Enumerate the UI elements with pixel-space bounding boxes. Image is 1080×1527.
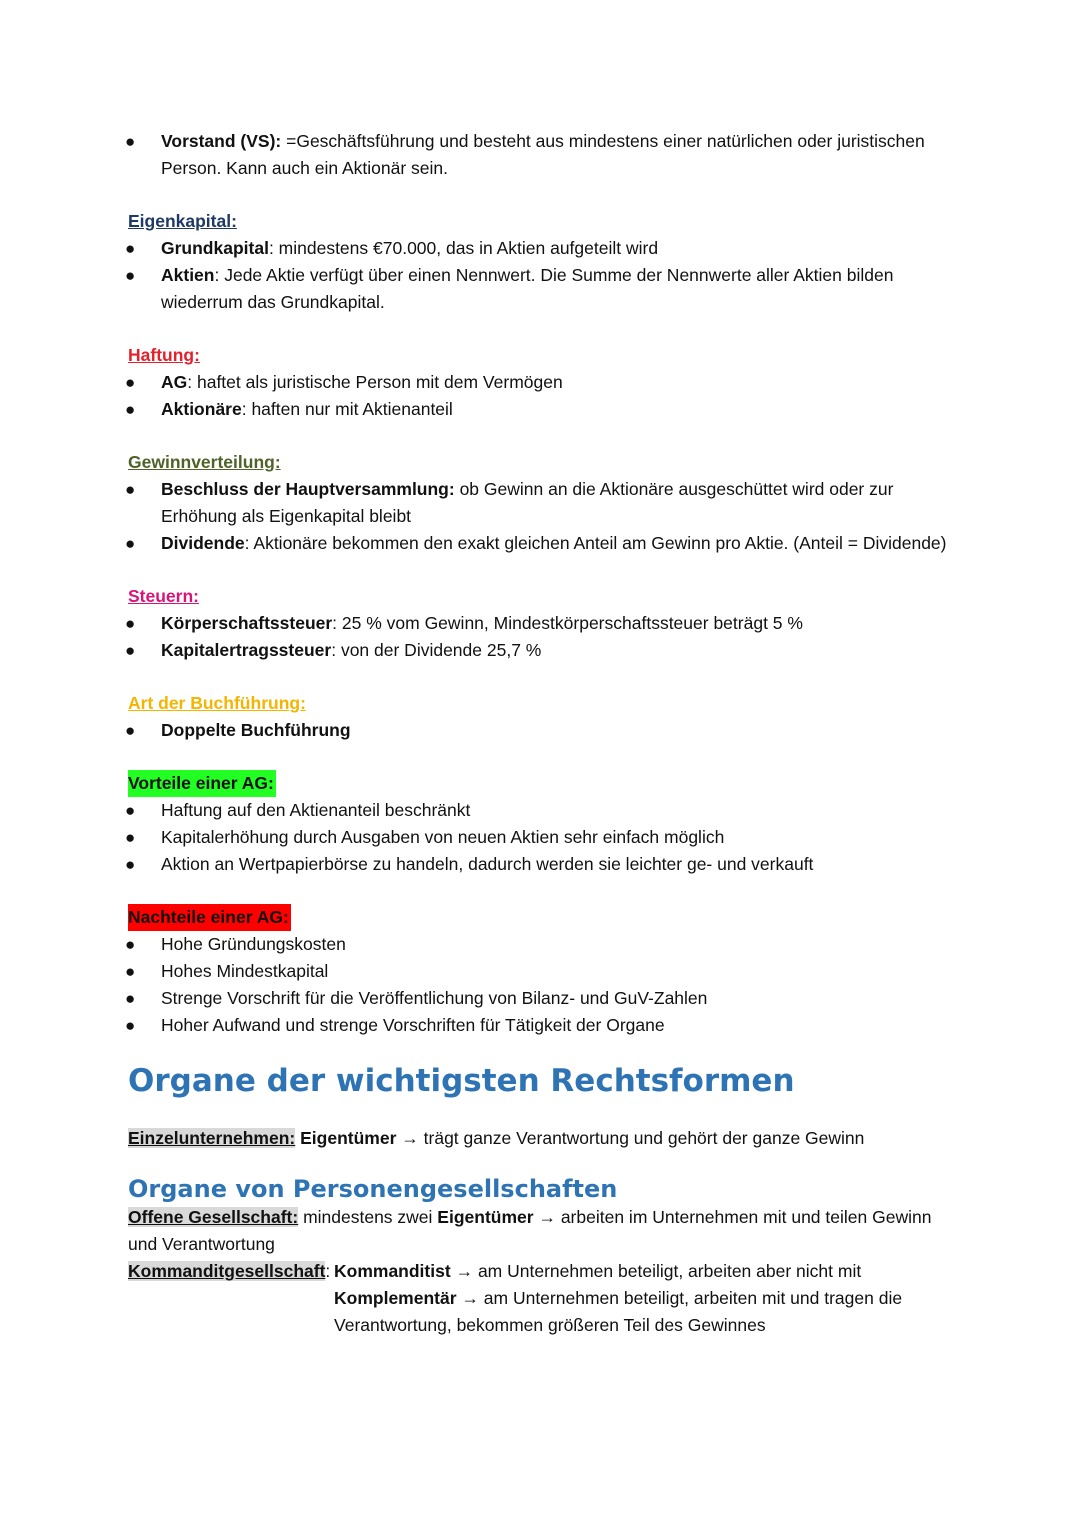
og-pre: mindestens zwei bbox=[298, 1207, 438, 1227]
section-heading: Nachteile einer AG: bbox=[128, 904, 291, 931]
og-label: Offene Gesellschaft: bbox=[128, 1207, 299, 1227]
bullet-icon: ● bbox=[125, 721, 136, 740]
item-text: Hohes Mindestkapital bbox=[161, 961, 329, 981]
bullet-icon: ● bbox=[125, 1016, 136, 1035]
item-term: Körperschaftssteuer bbox=[161, 613, 333, 633]
bullet-icon: ● bbox=[125, 855, 136, 874]
item-text: : mindestens €70.000, das in Aktien aufgeteilt wird bbox=[268, 238, 659, 258]
bullet-icon: ● bbox=[125, 801, 136, 820]
section-vorteile bbox=[125, 770, 948, 878]
item-term: Aktionäre bbox=[161, 399, 242, 419]
list-item bbox=[125, 235, 948, 262]
arrow-icon: → bbox=[455, 1261, 474, 1281]
bullet-icon: ● bbox=[125, 534, 136, 553]
item-text: : 25 % vom Gewinn, Mindestkörperschaftssteuer beträgt 5 % bbox=[332, 613, 803, 633]
bullet-icon: ● bbox=[125, 962, 136, 981]
kg-text: am Unternehmen beteiligt, arbeiten mit und tragen die Verantwortung, bekommen größeren Teil des Gewinnes bbox=[334, 1288, 903, 1335]
item-term: Grundkapital bbox=[161, 238, 269, 258]
list-item bbox=[125, 610, 948, 637]
kg-row bbox=[334, 1285, 948, 1339]
kg-label: Kommanditgesellschaft bbox=[128, 1261, 326, 1281]
list-item bbox=[125, 1012, 948, 1039]
section-nachteile bbox=[125, 904, 948, 1039]
bullet-icon: ● bbox=[125, 373, 136, 392]
bullet-icon: ● bbox=[125, 480, 136, 499]
kg-block bbox=[128, 1258, 948, 1339]
kg-term: Kommanditist bbox=[334, 1261, 451, 1281]
section-steuern bbox=[125, 583, 948, 664]
kg-row bbox=[334, 1258, 948, 1285]
section-heading: Vorteile einer AG: bbox=[128, 770, 276, 797]
kg-text: am Unternehmen beteiligt, arbeiten aber nicht mit bbox=[477, 1261, 862, 1281]
item-term: Dividende bbox=[161, 533, 245, 553]
arrow-icon: → bbox=[461, 1288, 479, 1308]
og-term: Eigentümer bbox=[437, 1207, 534, 1227]
item-text: Strenge Vorschrift für die Veröffentlichung von Bilanz- und GuV-Zahlen bbox=[161, 988, 708, 1008]
item-text: : haften nur mit Aktienanteil bbox=[241, 399, 453, 419]
title-organe: Organe der wichtigsten Rechtsformen bbox=[128, 1063, 795, 1099]
list-item bbox=[125, 985, 948, 1012]
list-item bbox=[125, 476, 948, 530]
bullet-icon: ● bbox=[125, 989, 136, 1008]
list-item bbox=[125, 958, 948, 985]
item-text: Haftung auf den Aktienanteil beschränkt bbox=[161, 800, 471, 820]
section-buchfuehrung bbox=[125, 690, 948, 744]
arrow-icon: → bbox=[401, 1128, 419, 1148]
list-item bbox=[125, 530, 948, 557]
list-item bbox=[125, 369, 948, 396]
section-heading: Eigenkapital: bbox=[128, 211, 237, 231]
section-heading: Gewinnverteilung: bbox=[128, 452, 281, 472]
list-item bbox=[125, 717, 948, 744]
list-item bbox=[125, 637, 948, 664]
kg-colon: : bbox=[325, 1261, 331, 1281]
item-text: Aktion an Wertpapierbörse zu handeln, dadurch werden sie leichter ge- und verkauft bbox=[161, 854, 814, 874]
item-text: : von der Dividende 25,7 % bbox=[331, 640, 542, 660]
og-text: arbeiten im Unternehmen mit und teilen Gewinn und Verantwortung bbox=[128, 1207, 932, 1254]
bullet-icon: ● bbox=[125, 935, 136, 954]
item-term: Vorstand (VS): bbox=[161, 131, 282, 151]
document-content bbox=[125, 128, 948, 1339]
bullet-icon: ● bbox=[125, 266, 136, 285]
list-item bbox=[125, 262, 948, 316]
section-eigenkapital bbox=[125, 208, 948, 316]
bullet-icon: ● bbox=[125, 132, 136, 151]
section-heading: Haftung: bbox=[128, 345, 200, 365]
kg-rows bbox=[334, 1258, 948, 1339]
item-text: =Geschäftsführung und besteht aus mindestens einer natürlichen oder juristischen Person. Kann auch ein Aktionär sein. bbox=[161, 131, 925, 178]
item-term: Kapitalertragssteuer bbox=[161, 640, 332, 660]
einzel-term: Eigentümer bbox=[300, 1128, 397, 1148]
og-line bbox=[128, 1204, 948, 1258]
kg-term: Komplementär bbox=[334, 1288, 457, 1308]
einzelunternehmen-line bbox=[128, 1125, 948, 1152]
title-personen: Organe von Personengesellschaften bbox=[128, 1175, 618, 1203]
arrow-icon: → bbox=[538, 1207, 556, 1227]
item-text: Kapitalerhöhung durch Ausgaben von neuen Aktien sehr einfach möglich bbox=[161, 827, 725, 847]
bullet-icon: ● bbox=[125, 828, 136, 847]
item-text: Hoher Aufwand und strenge Vorschriften für Tätigkeit der Organe bbox=[161, 1015, 665, 1035]
list-item bbox=[125, 824, 948, 851]
item-text: ob Gewinn an die Aktionäre ausgeschüttet wird oder zur Erhöhung als Eigenkapital bleibt bbox=[161, 479, 894, 526]
item-text: : Aktionäre bekommen den exakt gleichen Anteil am Gewinn pro Aktie. (Anteil = Dividende) bbox=[244, 533, 947, 553]
list-item bbox=[125, 851, 948, 878]
item-term: Aktien bbox=[161, 265, 215, 285]
einzel-label: Einzelunternehmen: bbox=[128, 1128, 296, 1148]
bullet-icon: ● bbox=[125, 239, 136, 258]
vorstand-list bbox=[125, 128, 948, 182]
item-text: Hohe Gründungskosten bbox=[161, 934, 346, 954]
section-haftung bbox=[125, 342, 948, 423]
list-item bbox=[125, 931, 948, 958]
item-term: Doppelte Buchführung bbox=[161, 720, 351, 740]
bullet-icon: ● bbox=[125, 400, 136, 419]
item-term: AG bbox=[161, 372, 188, 392]
section-heading: Art der Buchführung: bbox=[128, 693, 306, 713]
item-text: : Jede Aktie verfügt über einen Nennwert. Die Summe der Nennwerte aller Aktien bilden wiederrum das Grundkapital. bbox=[161, 265, 894, 312]
bullet-icon: ● bbox=[125, 641, 136, 660]
bullet-icon: ● bbox=[125, 614, 136, 633]
list-item bbox=[125, 128, 948, 182]
list-item bbox=[125, 797, 948, 824]
kg-label-cell bbox=[128, 1258, 334, 1339]
section-heading: Steuern: bbox=[128, 586, 199, 606]
item-term: Beschluss der Hauptversammlung: bbox=[161, 479, 455, 499]
einzel-text: trägt ganze Verantwortung und gehört der ganze Gewinn bbox=[423, 1128, 865, 1148]
item-text: : haftet als juristische Person mit dem Vermögen bbox=[187, 372, 563, 392]
list-item bbox=[125, 396, 948, 423]
section-gewinnverteilung bbox=[125, 449, 948, 557]
